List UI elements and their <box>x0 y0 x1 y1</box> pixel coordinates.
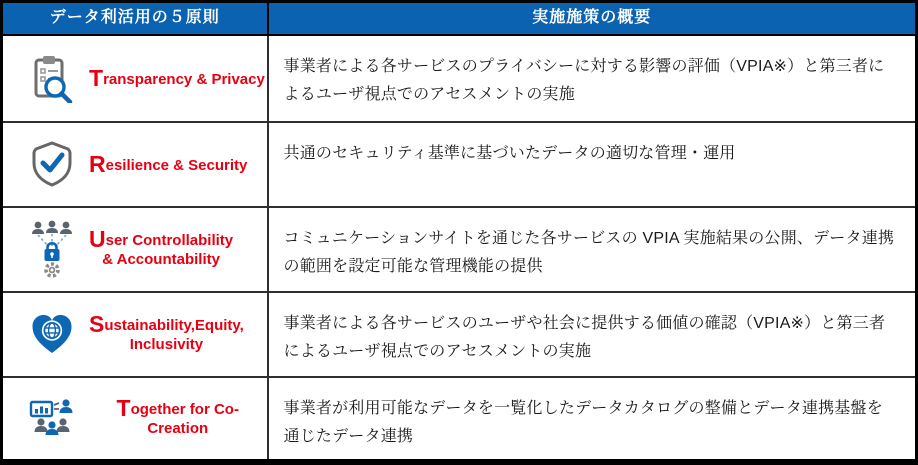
measure-description: 共通のセキュリティ基準に基づいたデータの適切な管理・運用 <box>268 122 917 207</box>
header-row <box>2 2 917 35</box>
principle-cell-co-creation <box>2 377 268 462</box>
principle-label: Sustainability,Equity, Inclusivity <box>89 311 244 354</box>
principle-cell-sustainability <box>2 292 268 377</box>
clipboard-magnifier-icon <box>29 53 75 103</box>
principle-label: Transparency & Privacy <box>89 64 265 91</box>
principle-cell-transparency <box>2 35 268 122</box>
measure-description: 事業者による各サービスのユーザや社会に提供する価値の確認（VPIA※）と第三者によるユーザ視点でのアセスメントの実施 <box>268 292 917 377</box>
principle-label: Resilience & Security <box>89 150 248 177</box>
measure-description: 事業者が利用可能なデータを一覧化したデータカタログの整備とデータ連携基盤を通じたデータ連携 <box>268 377 917 462</box>
principle-label: User Controllability & Accountability <box>89 226 234 269</box>
table-row <box>2 122 917 207</box>
measure-description: 事業者による各サービスのプライバシーに対する影響の評価（VPIA※）と第三者によるユーザ視点でのアセスメントの実施 <box>268 35 917 122</box>
shield-check-icon <box>29 139 75 189</box>
header-measures: 実施施策の概要 <box>268 2 917 35</box>
principle-cell-user-controllability <box>2 207 268 292</box>
principle-cell-resilience <box>2 122 268 207</box>
measure-description: コミュニケーションサイトを通じた各サービスの VPIA 実施結果の公開、データ連携の範囲を設定可能な管理機能の提供 <box>268 207 917 292</box>
header-principles: データ利活用の５原則 <box>2 2 268 35</box>
heart-globe-icon <box>29 309 75 359</box>
co-creation-meeting-icon <box>29 393 75 443</box>
table-row <box>2 292 917 377</box>
principle-label: Together for Co-Creation <box>116 395 239 438</box>
table-row <box>2 207 917 292</box>
table-row <box>2 35 917 122</box>
table-row <box>2 377 917 462</box>
users-lock-gear-icon <box>29 224 75 274</box>
